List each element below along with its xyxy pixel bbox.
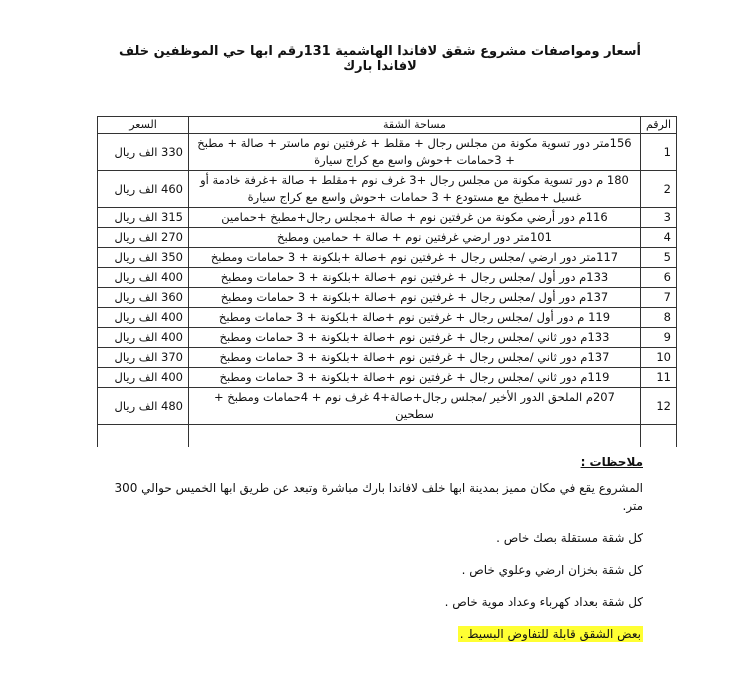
table-row bbox=[98, 248, 677, 268]
row-number: 4 bbox=[640, 228, 676, 248]
row-price: 350 الف ريال bbox=[98, 248, 189, 268]
empty-cell bbox=[189, 425, 641, 448]
header-price: السعر bbox=[98, 117, 189, 134]
note-item: كل شقة بعداد كهرباء وعداد موية خاص . bbox=[444, 595, 643, 609]
row-price: 360 الف ريال bbox=[98, 288, 189, 308]
row-description: 133م دور ثاني /مجلس رجال + غرفتين نوم +صالة +بلكونة + 3 حمامات ومطبخ bbox=[189, 328, 641, 348]
note-item: المشروع يقع في مكان مميز بمدينة ابها خلف لافاندا بارك مباشرة وتبعد عن طريق ابها الخميس حوالي 300 متر. bbox=[114, 481, 643, 513]
row-number: 5 bbox=[640, 248, 676, 268]
row-description: 133م دور أول /مجلس رجال + غرفتين نوم +صالة +بلكونة + 3 حمامات ومطبخ bbox=[189, 268, 641, 288]
table-row bbox=[98, 134, 677, 171]
table-row bbox=[98, 171, 677, 208]
table-row bbox=[98, 288, 677, 308]
empty-cell bbox=[98, 425, 189, 448]
row-price: 315 الف ريال bbox=[98, 208, 189, 228]
row-price: 330 الف ريال bbox=[98, 134, 189, 171]
table-row bbox=[98, 308, 677, 328]
table-row bbox=[98, 388, 677, 425]
row-description: 119 م دور أول /مجلس رجال + غرفتين نوم +صالة +بلكونة + 3 حمامات ومطبخ bbox=[189, 308, 641, 328]
row-number: 10 bbox=[640, 348, 676, 368]
row-number: 6 bbox=[640, 268, 676, 288]
row-number: 2 bbox=[640, 171, 676, 208]
row-description: 137م دور ثاني /مجلس رجال + غرفتين نوم +صالة +بلكونة + 3 حمامات ومطبخ bbox=[189, 348, 641, 368]
table-header bbox=[98, 117, 677, 134]
header-number: الرقم bbox=[640, 117, 676, 134]
notes-heading: ملاحظات : bbox=[580, 455, 643, 469]
row-price: 400 الف ريال bbox=[98, 268, 189, 288]
notes-section bbox=[95, 455, 643, 657]
apartments-table bbox=[97, 116, 677, 447]
note-item: كل شقة بخزان ارضي وعلوي خاص . bbox=[461, 563, 643, 577]
empty-cell bbox=[640, 425, 676, 448]
row-description: 137م دور أول /مجلس رجال + غرفتين نوم +صالة +بلكونة + 3 حمامات ومطبخ bbox=[189, 288, 641, 308]
row-price: 400 الف ريال bbox=[98, 368, 189, 388]
row-price: 270 الف ريال bbox=[98, 228, 189, 248]
row-description: 117متر دور ارضي /مجلس رجال + غرفتين نوم +صالة +بلكونة + 3 حمامات ومطبخ bbox=[189, 248, 641, 268]
row-number: 11 bbox=[640, 368, 676, 388]
header-area: مساحة الشقة bbox=[189, 117, 641, 134]
note-item: كل شقة مستقلة بصك خاص . bbox=[496, 531, 643, 545]
document-title: أسعار ومواصفات مشروع شقق لافاندا الهاشمية 131رقم ابها حي الموظفين خلف لافاندا بارك bbox=[118, 44, 642, 74]
table-row bbox=[98, 348, 677, 368]
row-number: 7 bbox=[640, 288, 676, 308]
row-description: 207م الملحق الدور الأخير /مجلس رجال+صالة+4 غرف نوم + 4حمامات ومطبخ + سطحين bbox=[189, 388, 641, 425]
row-number: 8 bbox=[640, 308, 676, 328]
row-description: 180 م دور تسوية مكونة من مجلس رجال +3 غرف نوم +مقلط + صالة +غرفة خادمة أو غسيل +مطبخ مع مستودع + 3 حمامات +حوش واسع مع كراج سيارة bbox=[189, 171, 641, 208]
row-price: 480 الف ريال bbox=[98, 388, 189, 425]
table-row bbox=[98, 208, 677, 228]
row-price: 370 الف ريال bbox=[98, 348, 189, 368]
table-row bbox=[98, 228, 677, 248]
row-price: 400 الف ريال bbox=[98, 308, 189, 328]
highlighted-note: بعض الشقق قابلة للتفاوض البسيط . bbox=[459, 627, 641, 641]
row-price: 460 الف ريال bbox=[98, 171, 189, 208]
table-row bbox=[98, 268, 677, 288]
table-row bbox=[98, 328, 677, 348]
row-number: 3 bbox=[640, 208, 676, 228]
row-description: 101متر دور ارضي غرفتين نوم + صالة + حمامين ومطبخ bbox=[189, 228, 641, 248]
table-spacer-row bbox=[98, 425, 677, 448]
row-number: 9 bbox=[640, 328, 676, 348]
row-number: 12 bbox=[640, 388, 676, 425]
row-description: 116م دور أرضي مكونة من غرفتين نوم + صالة +مجلس رجال+مطبخ +حمامين bbox=[189, 208, 641, 228]
row-description: 119م دور ثاني /مجلس رجال + غرفتين نوم +صالة +بلكونة + 3 حمامات ومطبخ bbox=[189, 368, 641, 388]
row-price: 400 الف ريال bbox=[98, 328, 189, 348]
row-description: 156متر دور تسوية مكونة من مجلس رجال + مقلط + غرفتين نوم ماستر + صالة + مطبخ + 3حمامات +حوش واسع مع كراج سيارة bbox=[189, 134, 641, 171]
row-number: 1 bbox=[640, 134, 676, 171]
table-row bbox=[98, 368, 677, 388]
